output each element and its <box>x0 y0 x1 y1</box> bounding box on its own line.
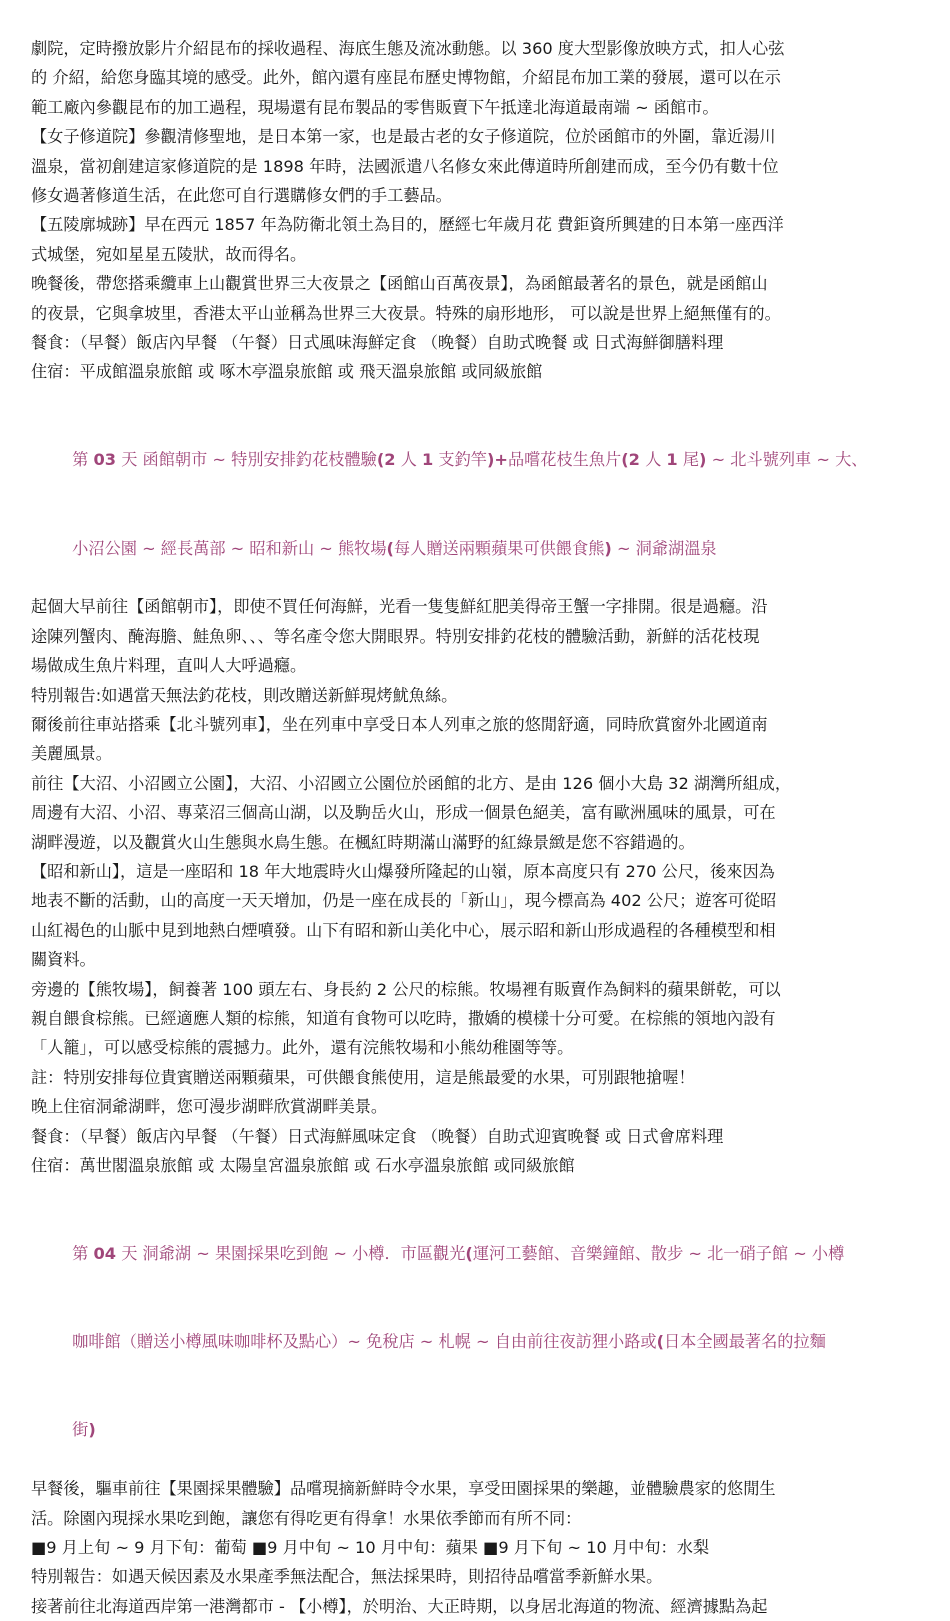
paragraph-line: 【五陵廓城跡】早在西元 1857 年為防衛北領土為目的，歷經七年歲月花 費鉅資所興建的日本第一座西洋 <box>31 215 784 235</box>
note-line: 註：特別安排每位貴賓贈送兩顆蘋果，可供餵食熊使用，這是熊最愛的水果，可別跟牠搶喔！ <box>31 1067 695 1087</box>
intro-section <box>31 34 923 387</box>
day4-title-text: 運河工藝館、音樂鐘館、散步 ~ 北一硝子館 ~ 小樽 <box>472 1243 845 1263</box>
paragraph-line: 修女過著修道生活，在此您可自行選購修女們的手工藝品。 <box>31 186 452 206</box>
day3-title <box>31 416 923 592</box>
paragraph-line: 旁邊的【熊牧場】，飼養著 100 頭左右、身長約 2 公尺的棕熊。牧場裡有販賣作為飼料的蘋果餅乾，可以 <box>31 979 781 999</box>
day3-title-text: )+ <box>486 450 508 470</box>
day4-title-text: ( <box>656 1332 664 1352</box>
day4-title <box>31 1209 923 1474</box>
day3-title-text: 1 <box>421 450 434 470</box>
paragraph-line: 周邊有大沼、小沼、專菜沼三個高山湖，以及駒岳火山，形成一個景色絕美，富有歐洲風味的風景，可在 <box>31 803 776 823</box>
day4-title-text: 街 <box>72 1420 89 1440</box>
paragraph-line: 美麗風景。 <box>31 744 112 764</box>
paragraph-line: 接著前往北海道西岸第一港灣都市 - 【小樽】，於明治、大正時期，以身居北海道的物流、經濟據點為起 <box>31 1596 768 1616</box>
paragraph-line: 場做成生魚片料理，直叫人大呼過癮。 <box>31 656 307 676</box>
paragraph-line: 湖畔漫遊，以及觀賞火山生態與水鳥生態。在楓紅時期滿山滿野的紅綠景緻是您不容錯過的。 <box>31 832 695 852</box>
lodging-line: 住宿：平成館溫泉旅館 或 啄木亭溫泉旅館 或 飛天溫泉旅館 或同級旅館 <box>31 362 543 382</box>
day3-title-text: 品嚐花枝生魚片 <box>507 450 622 470</box>
day3-title-text: 天 函館朝市 ~ 特別安排釣花枝體驗 <box>116 450 377 470</box>
fruit-season-line: ■9 月上旬 ~ 9 月下旬：葡萄 ■9 月中旬 ~ 10 月中旬：蘋果 ■9 月下旬 ~ 10 月中旬：水梨 <box>31 1537 710 1557</box>
paragraph-line: 爾後前往車站搭乘【北斗號列車】，坐在列車中享受日本人列車之旅的悠閒舒適，同時欣賞窗外北國道南 <box>31 714 768 734</box>
paragraph-line: 式城堡，宛如星星五陵狀，故而得名。 <box>31 244 307 264</box>
day3-title-text: ~ 洞爺湖溫泉 <box>611 538 717 558</box>
day4-title-text: 日本全國最著名的拉麵 <box>664 1332 826 1352</box>
day3-title-text: 人 <box>395 450 422 470</box>
day3-title-text: ~ 北斗號列車 ~ 大、 <box>706 450 868 470</box>
meals-line: 餐食：（早餐）飯店內早餐 （午餐）日式風味海鮮定食 （晚餐）自助式晚餐 或 日式海鮮御膳料理 <box>31 333 724 353</box>
paragraph-line: 的夜景，它與拿坡里，香港太平山並稱為世界三大夜景。特殊的扇形地形， 可以說是世界上絕無僅有的。 <box>31 303 781 323</box>
day4-title-text: 天 洞爺湖 ~ 果園採果吃到飽 ~ 小樽．市區觀光 <box>116 1243 466 1263</box>
day3-title-text: (2 <box>621 450 640 470</box>
paragraph-line: 途陳列蟹肉、醃海膽、鮭魚卵、、、等名產令您大開眼界。特別安排釣花枝的體驗活動，新鮮的活花枝現 <box>31 626 760 646</box>
paragraph-line: 親自餵食棕熊。已經適應人類的棕熊，知道有食物可以吃時，撒嬌的模樣十分可愛。在棕熊的領地內設有 <box>31 1009 776 1028</box>
paragraph-line: 關資料。 <box>31 950 96 970</box>
day4-section <box>31 1209 923 1621</box>
paragraph-line: 晚餐後，帶您搭乘纜車上山觀賞世界三大夜景之【函館山百萬夜景】，為函館最著名的景色，就是函館山 <box>31 274 768 294</box>
day3-title-text: 尾 <box>677 450 700 470</box>
paragraph-line: 【女子修道院】參觀清修聖地，是日本第一家，也是最古老的女子修道院，位於函館市的外圍，靠近湯川 <box>31 127 776 147</box>
day3-title-text: 人 <box>639 450 667 470</box>
day3-title-text: ) <box>699 450 707 470</box>
document-page <box>31 34 923 1621</box>
day4-title-text: ( <box>465 1243 473 1263</box>
day3-number: 03 <box>93 450 117 470</box>
paragraph-line: 溫泉，當初創建這家修道院的是 1898 年時，法國派遣八名修女來此傳道時所創建而成，至今仍有數十位 <box>31 156 779 176</box>
paragraph-line: 特別報告：如遇天候因素及水果產季無法配合，無法採果時，則招待品嚐當季新鮮水果。 <box>31 1567 663 1587</box>
day4-number: 04 <box>93 1243 117 1263</box>
paragraph-line: 「人籠」，可以感受棕熊的震撼力。此外，還有浣熊牧場和小熊幼稚園等等。 <box>31 1038 574 1058</box>
day3-section <box>31 416 923 1181</box>
section-spacer <box>31 387 923 416</box>
paragraph-line: 【昭和新山】，這是一座昭和 18 年大地震時火山爆發所隆起的山嶺，原本高度只有 270 公尺，後來因為 <box>31 861 775 881</box>
day3-title-text: (2 <box>376 450 396 470</box>
paragraph-line: 的 介紹，給您身臨其境的感受。此外，館內還有座昆布歷史博物館，介紹昆布加工業的發展，還可以在示 <box>31 68 781 88</box>
paragraph-line: 山紅褐色的山脈中見到地熱白煙噴發。山下有昭和新山美化中心，展示昭和新山形成過程的各種模型和相 <box>31 920 776 940</box>
day3-title-text: 支釣竿 <box>433 450 487 470</box>
day3-title-text: 小沼公園 ~ 經長萬部 ~ 昭和新山 ~ 熊牧場 <box>72 538 387 558</box>
day4-title-prefix: 第 <box>72 1243 94 1263</box>
paragraph-line: 劇院，定時撥放影片介紹昆布的採收過程、海底生態及流冰動態。以 360 度大型影像放映方式，扣人心弦 <box>31 39 785 58</box>
section-spacer <box>31 1180 923 1209</box>
day3-title-text: 1 <box>666 450 678 470</box>
day4-title-text: 咖啡館（贈送小樽風味咖啡杯及點心）~ 免稅店 ~ 札幌 ~ 自由前往夜訪狸小路或 <box>72 1332 657 1352</box>
day4-title-text: ) <box>88 1420 96 1440</box>
paragraph-line: 地表不斷的活動，山的高度一天天增加，仍是一座在成長的「新山」，現今標高為 402 公尺；遊客可從昭 <box>31 891 777 911</box>
paragraph-line: 活。除園內現採水果吃到飽，讓您有得吃更有得拿！水果依季節而有所不同： <box>31 1508 582 1528</box>
day3-title-prefix: 第 <box>72 450 94 470</box>
paragraph-line: 範工廠內參觀昆布的加工過程，現場還有昆布製品的零售販賣下午抵達北海道最南端 ~ 函館市。 <box>31 97 719 117</box>
paragraph-line: 早餐後，驅車前往【果園採果體驗】品嚐現摘新鮮時令水果，享受田園採果的樂趣，並體驗農家的悠閒生 <box>31 1479 776 1499</box>
day3-title-text: ( <box>386 538 394 558</box>
meals-line: 餐食：（早餐）飯店內早餐 （午餐）日式海鮮風味定食 （晚餐）自助式迎賓晚餐 或 日式會席料理 <box>31 1126 724 1146</box>
day3-title-text: 每人贈送兩顆蘋果可供餵食熊 <box>393 538 605 558</box>
paragraph-line: 特別報告:如遇當天無法釣花枝，則改贈送新鮮現烤魷魚絲。 <box>31 685 458 705</box>
paragraph-line: 前往【大沼、小沼國立公園】，大沼、小沼國立公園位於函館的北方、是由 126 個小大島 32 湖灣所組成， <box>31 773 792 793</box>
day3-title-text: ) <box>604 538 612 558</box>
paragraph-line: 晚上住宿洞爺湖畔，您可漫步湖畔欣賞湖畔美景。 <box>31 1097 388 1117</box>
lodging-line: 住宿：萬世閣溫泉旅館 或 太陽皇宮溫泉旅館 或 石水亭溫泉旅館 或同級旅館 <box>31 1156 575 1176</box>
paragraph-line: 起個大早前往【函館朝市】，即使不買任何海鮮，光看一隻隻鮮紅肥美得帝王蟹一字排開。很是過癮。沿 <box>31 597 768 617</box>
